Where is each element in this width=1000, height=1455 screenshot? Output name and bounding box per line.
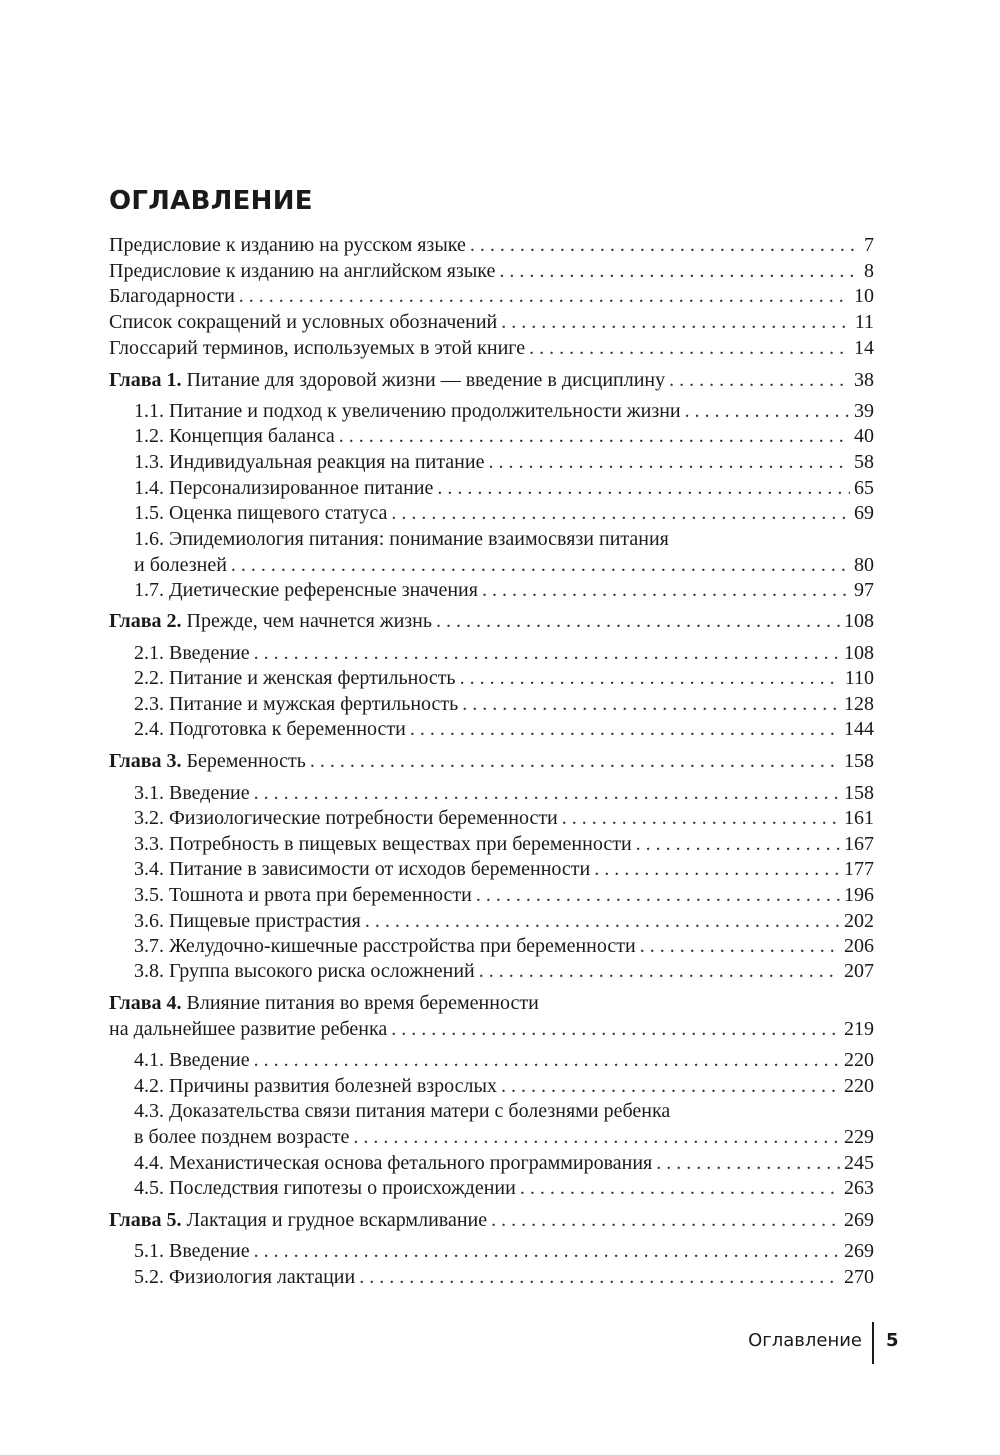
toc-entry-text: 5.1. Введение — [134, 1240, 250, 1262]
toc-entry-title — [134, 423, 335, 449]
dot-leader — [391, 1016, 840, 1042]
toc-entry[interactable] — [134, 780, 874, 806]
dot-leader — [501, 309, 850, 335]
toc-entry-text: 3.3. Потребность в пищевых веществах при беременности — [134, 833, 632, 855]
toc-page-number: 108 — [844, 642, 874, 664]
toc-chapter-entry[interactable] — [109, 1207, 874, 1233]
toc-page-number: 202 — [844, 910, 874, 932]
toc-entry-title — [134, 449, 484, 475]
dot-leader — [491, 1207, 840, 1233]
dot-leader — [462, 691, 840, 717]
toc-entry-title — [134, 640, 250, 666]
dot-leader — [656, 1150, 840, 1176]
toc-page-number: 11 — [854, 311, 874, 333]
toc-page-number: 108 — [844, 610, 874, 632]
toc-entry-title — [134, 475, 433, 501]
toc-entry-text: 1.5. Оценка пищевого статуса — [134, 502, 388, 524]
toc-entry-text: 3.5. Тошнота и рвота при беременности — [134, 884, 472, 906]
dot-leader — [359, 1264, 840, 1290]
toc-chapter-entry[interactable] — [109, 608, 874, 634]
toc-entry-title — [109, 309, 497, 335]
toc-entry-text: 4.3. Доказательства связи питания матери с болезнями ребенка — [134, 1100, 671, 1122]
toc-page-number: 220 — [844, 1075, 874, 1097]
toc-entry-text: 1.2. Концепция баланса — [134, 425, 335, 447]
toc-entry-title — [134, 500, 387, 526]
toc-entry-text: 1.7. Диетические референсные значения — [134, 579, 478, 601]
toc-entry-title — [109, 367, 665, 393]
toc-entry[interactable] — [134, 1264, 874, 1290]
toc-entry-title — [109, 283, 235, 309]
toc-entry-title — [134, 1150, 652, 1176]
toc-entry[interactable] — [134, 882, 874, 908]
dot-leader — [529, 335, 850, 361]
toc-page-number: 220 — [844, 1049, 874, 1071]
toc-entry-title — [109, 608, 432, 634]
toc-page-number: 40 — [854, 425, 874, 447]
toc-entry-text: Предисловие к изданию на английском языке — [109, 260, 496, 282]
dot-leader — [594, 856, 840, 882]
dot-leader — [636, 831, 840, 857]
toc-entry-title — [134, 1124, 349, 1150]
toc-entry[interactable] — [134, 1098, 874, 1150]
toc-entry-text: 2.4. Подготовка к беременности — [134, 718, 406, 740]
toc-page-number: 10 — [854, 285, 874, 307]
toc-entry[interactable] — [109, 309, 874, 335]
toc-entry-text: 4.5. Последствия гипотезы о происхождении — [134, 1177, 516, 1199]
toc-entry[interactable] — [134, 475, 874, 501]
toc-entry-title — [134, 1264, 355, 1290]
toc-entry[interactable] — [134, 856, 874, 882]
toc-entry-text: 4.2. Причины развития болезней взрослых — [134, 1075, 497, 1097]
toc-entry[interactable] — [134, 691, 874, 717]
toc-page-number: 263 — [844, 1177, 874, 1199]
dot-leader — [254, 640, 840, 666]
toc-entry-text: 1.1. Питание и подход к увеличению продолжительности жизни — [134, 400, 681, 422]
toc-entry-text: 3.8. Группа высокого риска осложнений — [134, 960, 475, 982]
toc-entry[interactable] — [134, 526, 874, 578]
toc-entry-text: 3.1. Введение — [134, 782, 250, 804]
dot-leader — [391, 500, 850, 526]
toc-entry-title — [134, 805, 558, 831]
toc-page-number: 128 — [844, 693, 874, 715]
toc-entry[interactable] — [134, 449, 874, 475]
toc-entry-title — [109, 1016, 387, 1042]
toc-entry-text: 4.4. Механистическая основа фетального программирования — [134, 1152, 653, 1174]
chapter-label: Глава 3. — [109, 750, 182, 772]
toc-entry[interactable] — [134, 716, 874, 742]
toc-entry[interactable] — [109, 335, 874, 361]
toc-entry[interactable] — [134, 1238, 874, 1264]
toc-entry[interactable] — [134, 640, 874, 666]
toc-page-number: 206 — [844, 935, 874, 957]
toc-entry-title — [134, 577, 478, 603]
toc-entry-title — [134, 1073, 497, 1099]
dot-leader — [310, 748, 840, 774]
dot-leader — [669, 367, 850, 393]
toc-entry-text: 3.4. Питание в зависимости от исходов беременности — [134, 858, 591, 880]
toc-page-number: 177 — [844, 858, 874, 880]
toc-entry-text: в более позднем возрасте — [134, 1126, 350, 1148]
toc-entry[interactable] — [109, 232, 874, 258]
chapter-label: Глава 2. — [109, 610, 182, 632]
toc-entry-title — [134, 958, 475, 984]
toc-entry[interactable] — [134, 1047, 874, 1073]
dot-leader — [640, 933, 840, 959]
toc-entry[interactable] — [134, 500, 874, 526]
toc-entry-title — [134, 1238, 250, 1264]
toc-entry-text: Влияние питания во время беременности — [186, 992, 539, 1014]
toc-entry-title — [134, 552, 227, 578]
toc-entry-title — [134, 933, 636, 959]
dot-leader — [488, 449, 850, 475]
toc-page-number: 207 — [844, 960, 874, 982]
toc-page-number: 161 — [844, 807, 874, 829]
toc-entry-text: 2.3. Питание и мужская фертильность — [134, 693, 459, 715]
toc-entry-text: 2.1. Введение — [134, 642, 250, 664]
toc-entry-title — [134, 691, 458, 717]
toc-page-number: 269 — [844, 1209, 874, 1231]
toc-chapter-entry[interactable] — [109, 748, 874, 774]
toc-entry-title — [134, 780, 250, 806]
chapter-label: Глава 4. — [109, 992, 182, 1014]
toc-entry-title — [109, 990, 539, 1016]
toc-page-number: 269 — [844, 1240, 874, 1262]
toc-entry-title — [109, 1207, 487, 1233]
toc-chapter-entry[interactable] — [109, 990, 874, 1042]
toc-page-number: 69 — [854, 502, 874, 524]
toc-page-number: 14 — [854, 337, 874, 359]
toc-page-number: 219 — [844, 1018, 874, 1040]
toc-entry-title — [134, 526, 669, 552]
dot-leader — [254, 1047, 840, 1073]
dot-leader — [501, 1073, 840, 1099]
toc-entry-text: 3.7. Желудочно-кишечные расстройства при беременности — [134, 935, 636, 957]
toc-entry-text: Благодарности — [109, 285, 235, 307]
toc-page-number: 270 — [844, 1266, 874, 1288]
dot-leader — [685, 398, 850, 424]
chapter-label: Глава 5. — [109, 1209, 182, 1231]
toc-entry-title — [134, 1098, 670, 1124]
toc-page-number: 39 — [854, 400, 874, 422]
toc-entry[interactable] — [134, 398, 874, 424]
toc-entry-title — [134, 716, 406, 742]
toc-page-number: 144 — [844, 718, 874, 740]
toc-entry-title — [109, 335, 525, 361]
toc-entry-text: на дальнейшее развитие ребенка — [109, 1018, 388, 1040]
toc-page-number: 38 — [854, 369, 874, 391]
toc-entry-title — [134, 831, 632, 857]
toc-entry-text: Питание для здоровой жизни — введение в дисциплину — [186, 369, 666, 391]
dot-leader — [437, 475, 850, 501]
toc-entry-title — [134, 1047, 250, 1073]
toc-entry-title — [134, 908, 361, 934]
toc-entry-title — [109, 232, 466, 258]
toc-entry[interactable] — [109, 258, 874, 284]
dot-leader — [231, 552, 850, 578]
toc-entry[interactable] — [134, 933, 874, 959]
chapter-label: Глава 1. — [109, 369, 182, 391]
dot-leader — [410, 716, 840, 742]
toc-page-number: 229 — [844, 1126, 874, 1148]
dot-leader — [499, 258, 860, 284]
dot-leader — [460, 665, 841, 691]
toc-entry[interactable] — [134, 423, 874, 449]
dot-leader — [339, 423, 850, 449]
dot-leader — [562, 805, 840, 831]
toc-entry[interactable] — [134, 1073, 874, 1099]
dot-leader — [254, 780, 840, 806]
toc-entry-title — [134, 1175, 516, 1201]
dot-leader — [479, 958, 840, 984]
toc-entry[interactable] — [134, 577, 874, 603]
toc-page-number: 58 — [854, 451, 874, 473]
footer-section-label: Оглавление — [748, 1330, 862, 1351]
toc-entry-title — [109, 258, 495, 284]
toc-entry-title — [134, 665, 456, 691]
toc-entry-text: Прежде, чем начнется жизнь — [186, 610, 433, 632]
toc-entry[interactable] — [134, 665, 874, 691]
toc-entry-text: и болезней — [134, 554, 227, 576]
toc-entry-text: Список сокращений и условных обозначений — [109, 311, 498, 333]
toc-page-number: 158 — [844, 782, 874, 804]
toc-page-number: 158 — [844, 750, 874, 772]
toc-entry-title — [134, 398, 681, 424]
toc-page-number: 110 — [844, 667, 874, 689]
toc-entry-text: 2.2. Питание и женская фертильность — [134, 667, 456, 689]
toc-entry[interactable] — [109, 283, 874, 309]
dot-leader — [520, 1175, 840, 1201]
toc-entry[interactable] — [134, 1175, 874, 1201]
toc-page-number: 8 — [864, 260, 874, 282]
dot-leader — [436, 608, 840, 634]
toc-page-number: 167 — [844, 833, 874, 855]
toc-entry[interactable] — [134, 831, 874, 857]
toc-entry-text: 1.6. Эпидемиология питания: понимание взаимосвязи питания — [134, 528, 669, 550]
toc-entry-text: 3.6. Пищевые пристрастия — [134, 910, 361, 932]
dot-leader — [353, 1124, 840, 1150]
dot-leader — [254, 1238, 840, 1264]
toc-entry-text: 1.4. Персонализированное питание — [134, 477, 434, 499]
toc-page-number: 7 — [864, 234, 874, 256]
toc-page-number: 196 — [844, 884, 874, 906]
toc-page-number: 80 — [854, 554, 874, 576]
dot-leader — [470, 232, 860, 258]
toc-entry-title — [134, 882, 472, 908]
toc-entry-text: 5.2. Физиология лактации — [134, 1266, 356, 1288]
page-title: ОГЛАВЛЕНИЕ — [109, 186, 313, 216]
toc-entry-title — [134, 856, 590, 882]
toc-entry[interactable] — [134, 958, 874, 984]
toc-entry-text: Глоссарий терминов, используемых в этой книге — [109, 337, 526, 359]
toc-entry-text: 4.1. Введение — [134, 1049, 250, 1071]
dot-leader — [476, 882, 840, 908]
toc-entry-text: Беременность — [186, 750, 306, 772]
toc-page-number: 245 — [844, 1152, 874, 1174]
dot-leader — [482, 577, 850, 603]
toc-entry-text: Лактация и грудное вскармливание — [186, 1209, 488, 1231]
toc-page-number: 97 — [854, 579, 874, 601]
toc-entry[interactable] — [134, 908, 874, 934]
page-number: 5 — [886, 1330, 899, 1351]
toc-entry[interactable] — [134, 805, 874, 831]
toc-entry[interactable] — [134, 1150, 874, 1176]
toc-entry-text: 3.2. Физиологические потребности беременности — [134, 807, 558, 829]
toc-entry-title — [109, 748, 306, 774]
toc-page-number: 65 — [854, 477, 874, 499]
dot-leader — [239, 283, 850, 309]
toc-entry-text: Предисловие к изданию на русском языке — [109, 234, 466, 256]
toc-entry-text: 1.3. Индивидуальная реакция на питание — [134, 451, 485, 473]
toc-chapter-entry[interactable] — [109, 367, 874, 393]
dot-leader — [365, 908, 840, 934]
